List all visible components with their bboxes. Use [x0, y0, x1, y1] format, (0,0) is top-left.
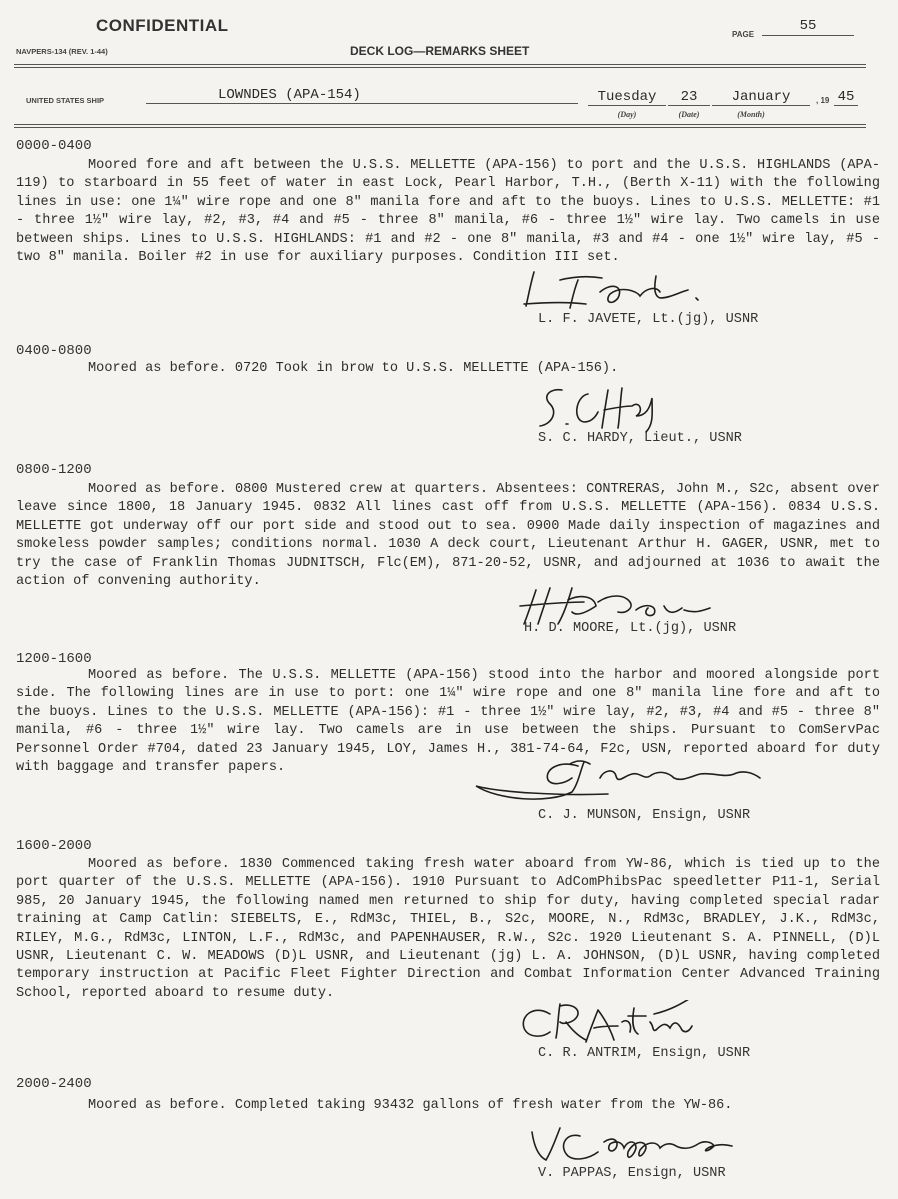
- remarks-entry-5: Moored as before. 1830 Commenced taking fresh water aboard from YW-86, which is tied up to the port quarter of the U.S.S. MELLETTE (APA-156). 1910 Pursuant to AdComPhibsPac speedletter P11-1, Serial 985, 20 January 1945, the following named men returned to ship for duty, having completed special radar training at Camp Catlin: SIEBELTS, E., RdM3c, THIEL, B., S2c, MOORE, N., RdM3c, BRADLEY, J.K., RdM3c, RILEY, M.G., RdM3c, LINTON, L.F., RdM3c, and PAPENHAUSER, R.W., S2c. 1920 Lieutenant S. A. PINNELL, (D)L USNR, Lieutenant C. W. MEADOWS (D)L USNR, and Lieutenant (jg) L. A. JOHNSON, (D)L USNR, having completed temporary instruction at Pacific Fleet Fighter Direction and Combat Information Center Advanced Training School, reported aboard to resume duty.: [16, 857, 880, 1001]
- log-month: January: [712, 89, 810, 106]
- remarks-entry-1: Moored fore and aft between the U.S.S. MELLETTE (APA-156) to port and the U.S.S. HIGHLANDS (APA-119) to starboard in 55 feet of water in east Lock, Pearl Harbor, T.H., (Berth X-11) with the following lines in use: one 1¼" wire rope and one 8" manila fore and aft to the buoys. Lines to U.S.S. MELLETTE: #1 - three 1½" wire lay, #2, #3, #4 and #5 - three 8" manila, #6 - three 1½" wire lay. Two camels in use between ships. Lines to U.S.S. HIGHLANDS: #1 and #2 - one 8" manila, #3 and #4 - one 1½" wire lay, #5 - two 8" manila. Boiler #2 in use for auxiliary purposes. Condition III set.: [16, 158, 880, 266]
- signature-1: L. F. JAVETE, Lt.(jg), USNR: [538, 312, 759, 327]
- watch-period-3: 0800-1200: [16, 462, 92, 478]
- signature-hardy-handwriting: [536, 384, 666, 434]
- page-label: PAGE: [732, 30, 755, 39]
- signature-pappas-handwriting: [524, 1122, 734, 1166]
- remarks-entry-4: Moored as before. The U.S.S. MELLETTE (APA-156) stood into the harbor and moored alongside port side. The following lines are in use to port: one 1¼" wire rope and one 8" manila line fore and aft to the buoys. Lines to the U.S.S. MELLETTE (APA-156): #1 - three 1½" wire lay, #2, #3, #4 and #5 - three 8" manila, #6 - three 1½" wire lay. Two camels are in use between the ships. Pursuant to ComServPac Personnel Order #704, dated 23 January 1945, LOY, James H., 381-74-64, F2c, USN, reported aboard for duty with baggage and transfer papers.: [16, 668, 880, 776]
- day-caption: (Day): [617, 110, 637, 119]
- watch-period-5: 1600-2000: [16, 838, 92, 854]
- signature-4: C. J. MUNSON, Ensign, USNR: [538, 808, 751, 823]
- month-caption: (Month): [737, 110, 765, 119]
- watch-period-4: 1200-1600: [16, 651, 92, 667]
- form-number: NAVPERS-134 (REV. 1-44): [16, 47, 108, 56]
- remarks-entry-2: Moored as before. 0720 Took in brow to U.S.S. MELLETTE (APA-156).: [88, 361, 619, 376]
- watch-period-1: 0000-0400: [16, 138, 92, 154]
- year-prefix: , 19: [816, 96, 830, 105]
- signature-3: H. D. MOORE, Lt.(jg), USNR: [524, 621, 737, 636]
- classification-label: CONFIDENTIAL: [96, 16, 229, 35]
- ship-label: UNITED STATES SHIP: [26, 96, 105, 105]
- log-date: 23: [668, 89, 710, 106]
- log-year: 45: [834, 89, 858, 106]
- header-rule-bottom: [14, 124, 866, 125]
- header-rule-top-2: [14, 67, 866, 68]
- signature-javete-handwriting: [520, 268, 720, 314]
- watch-period-2: 0400-0800: [16, 343, 92, 359]
- signature-5: C. R. ANTRIM, Ensign, USNR: [538, 1046, 751, 1061]
- header-rule-top: [14, 64, 866, 65]
- remarks-entry-3: Moored as before. 0800 Mustered crew at quarters. Absentees: CONTRERAS, John M., S2c, absent over leave since 1800, 18 January 1945. 0832 All lines cast off from U.S.S. MELLETTE (APA-156). 0834 U.S.S. MELLETTE got underway off our port side and stood out to sea. 0900 Made daily inspection of magazines and smokeless powder samples; conditions normal. 1030 A deck court, Lieutenant Arthur H. GAGER, USNR, met to try the case of Franklin Thomas JUDNITSCH, Flc(EM), 871-20-52, USNR, and adjourned at 1036 to await the action of convening authority.: [16, 482, 880, 590]
- remarks-entry-6: Moored as before. Completed taking 93432 gallons of fresh water from the YW-86.: [88, 1098, 733, 1113]
- signature-antrim-handwriting: [514, 1000, 694, 1048]
- header-rule-bottom-2: [14, 127, 866, 128]
- signature-6: V. PAPPAS, Ensign, USNR: [538, 1166, 726, 1181]
- date-caption: (Date): [678, 110, 700, 119]
- ship-name: LOWNDES (APA-154): [146, 87, 578, 104]
- signature-2: S. C. HARDY, Lieut., USNR: [538, 431, 742, 446]
- sheet-title: DECK LOG—REMARKS SHEET: [350, 44, 530, 58]
- log-day: Tuesday: [588, 89, 666, 106]
- watch-period-6: 2000-2400: [16, 1076, 92, 1092]
- page-number: 55: [762, 18, 854, 36]
